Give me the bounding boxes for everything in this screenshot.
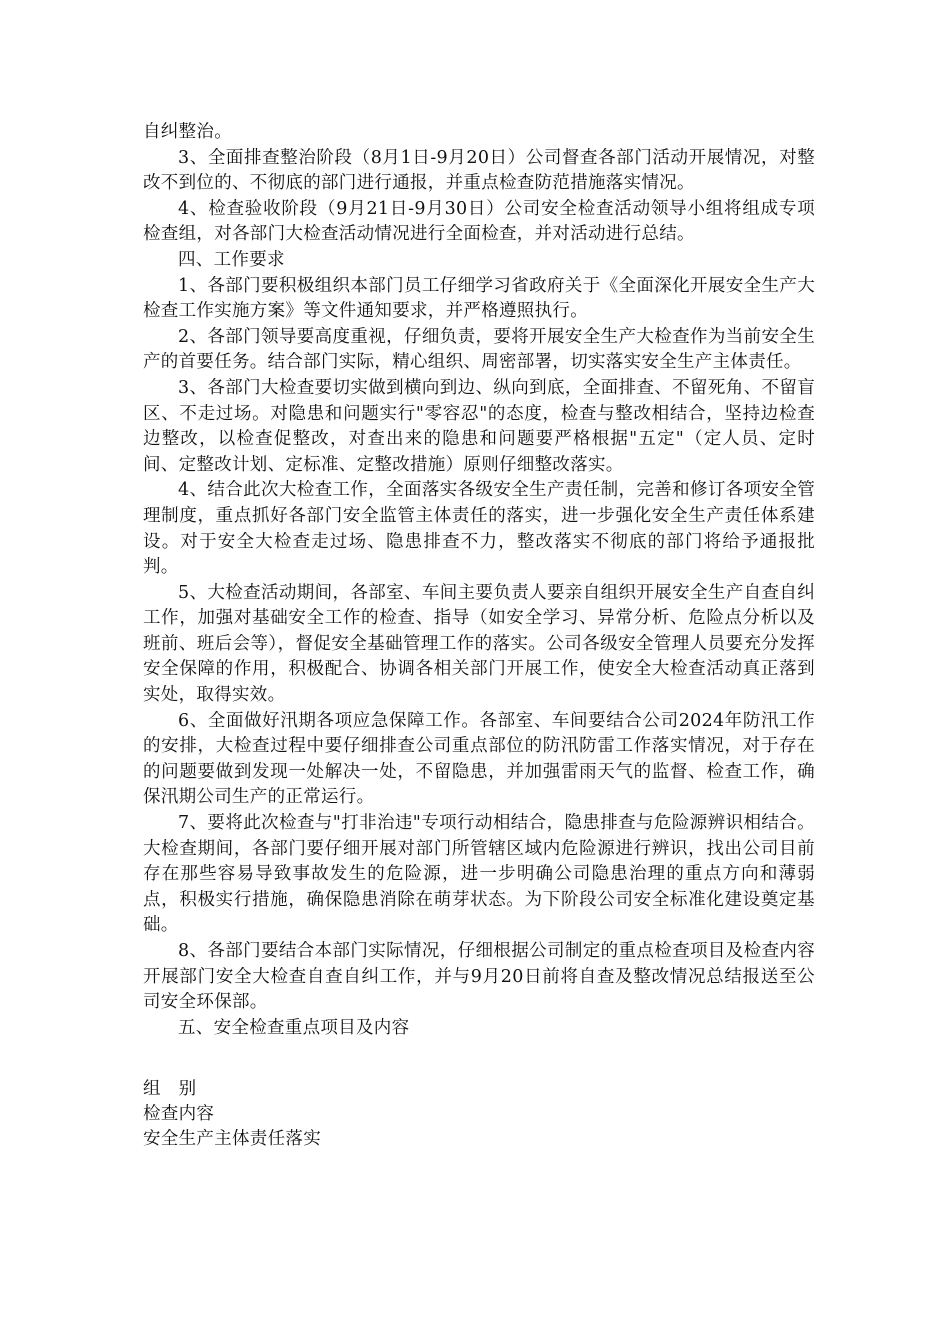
document-page <box>143 120 815 1152</box>
paragraph-7: 3、各部门大检查要切实做到横向到边、纵向到底，全面排查、不留死角、不留盲区、不走过场。对隐患和问题实行"零容忍"的态度，检查与整改相结合，坚持边检查边整改，以检查促整改，对查出来的隐患和问题要严格根据"五定"（定人员、定时间、定整改计划、定标准、定整改措施）原则仔细整改落实。 <box>143 377 815 475</box>
paragraph-8: 4、结合此次大检查工作，全面落实各级安全生产责任制，完善和修订各项安全管理制度，重点抓好各部门安全监管主体责任的落实，进一步强化安全生产责任体系建设。对于安全大检查走过场、隐患排查不力，整改落实不彻底的部门将给予通报批判。 <box>143 480 815 578</box>
section-heading-4: 四、工作要求 <box>178 249 285 270</box>
table-header-content: 检查内容 <box>143 1104 215 1125</box>
table-cell-item: 安全生产主体责任落实 <box>143 1129 321 1150</box>
paragraph-2: 3、全面排查整治阶段（8月1日-9月20日）公司督查各部门活动开展情况，对整改不到位的、不彻底的部门进行通报，并重点检查防范措施落实情况。 <box>143 147 815 194</box>
paragraph-3: 4、检查验收阶段（9月21日-9月30日）公司安全检查活动领导小组将组成专项检查组，对各部门大检查活动情况进行全面检查，并对活动进行总结。 <box>143 198 815 245</box>
spacer <box>143 1041 815 1077</box>
document-body <box>143 120 815 1041</box>
table-header-group: 组 别 <box>143 1079 197 1100</box>
paragraph-6: 2、各部门领导要高度重视，仔细负责，要将开展安全生产大检查作为当前安全生产的首要任务。结合部门实际，精心组织、周密部署，切实落实安全生产主体责任。 <box>143 326 815 373</box>
paragraph-1: 自纠整治。 <box>143 122 232 142</box>
section-heading-5: 五、安全检查重点项目及内容 <box>178 1017 410 1038</box>
paragraph-10: 6、全面做好汛期各项应急保障工作。各部室、车间要结合公司2024年防汛工作的安排，大检查过程中要仔细排查公司重点部位的防汛防雷工作落实情况，对于存在的问题要做到发现一处解决一处，不留隐患，并加强雷雨天气的监督、检查工作，确保汛期公司生产的正常运行。 <box>143 710 815 808</box>
paragraph-5: 1、各部门要积极组织本部门员工仔细学习省政府关于《全面深化开展安全生产大检查工作实施方案》等文件通知要求，并严格遵照执行。 <box>143 275 815 322</box>
paragraph-9: 5、大检查活动期间，各部室、车间主要负责人要亲自组织开展安全生产自查自纠工作，加强对基础安全工作的检查、指导（如安全学习、异常分析、危险点分析以及班前、班后会等），督促安全基础管理工作的落实。公司各级安全管理人员要充分发挥安全保障的作用，积极配合、协调各相关部门开展工作，使安全大检查活动真正落到实处，取得实效。 <box>143 582 815 706</box>
paragraph-12: 8、各部门要结合本部门实际情况，仔细根据公司制定的重点检查项目及检查内容开展部门安全大检查自查自纠工作，并与9月20日前将自查及整改情况总结报送至公司安全环保部。 <box>143 941 815 1013</box>
inspection-table-fragment <box>143 1077 815 1152</box>
paragraph-11: 7、要将此次检查与"打非治违"专项行动相结合，隐患排查与危险源辨识相结合。大检查期间，各部门要仔细开展对部门所管辖区域内危险源进行辨识，找出公司目前存在那些容易导致事故发生的危险源，进一步明确公司隐患治理的重点方向和薄弱点，积极实行措施，确保隐患消除在萌芽状态。为下阶段公司安全标准化建设奠定基础。 <box>143 813 815 936</box>
